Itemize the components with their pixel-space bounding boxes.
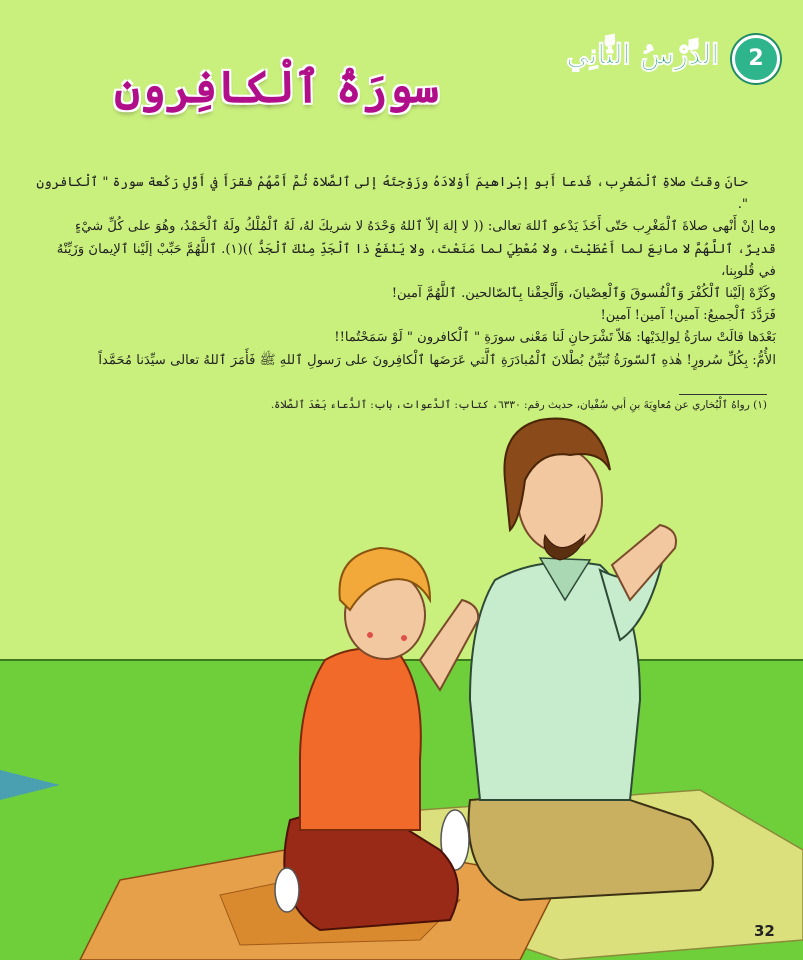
text-line: حانَ وقتُ صلاةِ ٱلْمَغْرِب، فَدعا أَبو إبْراهيمَ أَوْلادَهُ وزَوْجتَهُ إلى ٱلصَّلاة ثُمَّ أَمَّهُمْ فقرَأَ في أَوَّلِ رَكْعة سورة " ٱلْكافرون ".	[36, 175, 748, 213]
footnote-divider	[679, 394, 767, 395]
page-title: سورَةُ ٱلْكافِرون	[114, 62, 439, 113]
text-line: بَعْدَها قالَتْ سارَةُ لِوالِدَيْها: هَلاّ تَشْرَحانِ لَنا مَعْنى سورَةِ " ٱلْكافرون " لَوْ سَمَحْتُما!!	[334, 330, 776, 346]
page-number: 32	[754, 922, 775, 940]
text-line: قديرٌ، ٱللَّهُمَّ لا مانِعَ لما أَعْطَيْتَ، ولا مُعْطِيَ لما مَنَعْتَ، ولا يَنْفَعُ ذا ٱلْجَدِّ مِنْكَ ٱلْجَدُّ ))(١). ٱللَّهُمَّ حَبِّبْ إلَيْنا ٱلإيمانَ وَزَيِّنْهُ في قُلوبِنا،	[56, 241, 776, 279]
lesson-label: الدَّرْسُ الثَّانِي	[566, 38, 719, 71]
text-line: الأُمُّ: بِكُلِّ سُرورٍ! هٰذهِ ٱلسّورَةُ تُبَيِّنُ بُطْلانَ ٱلْمُبادَرَةِ ٱلَّتي عَرَضَها ٱلْكافِرونَ على رَسولِ ٱللهِ ﷺ فَأَمَرَ ٱللهُ تعالى سيِّدَنا مُحَمَّداً	[98, 352, 776, 368]
text-line: وما إنْ أَنْهى صلاةَ ٱلْمَغْرِب حَتّى أَخَذَ يَدْعو ٱللهَ تعالى: (( لا إلهَ إلاّ ٱللهُ وَحْدَهُ لا شريكَ لهُ، لَهُ ٱلْمُلْكُ ولَهُ ٱلْحَمْدُ، وهُوَ على كُلِّ شيْءٍ	[75, 219, 776, 235]
footnote: (١) رواهُ ٱلْبُخاري عن مُعاوِيَةَ بنِ أبي سُفْيان، حديث رقم: ٦٣٣٠، كتاب: ٱلدَّعوات، باب: ٱلدُّعاء بَعْدَ ٱلصَّلاة.	[270, 399, 767, 411]
lesson-number-badge: 2	[732, 35, 780, 83]
lesson-text	[36, 172, 776, 372]
text-line: وكَرِّهْ إلَيْنا ٱلْكُفْرَ وَٱلْفُسوقَ وَٱلْعِصْيانَ، وَأَلْحِقْنا بِٱلصّالحين. ٱللَّهُمَّ آمين!	[391, 286, 776, 302]
text-line: فَرَدَّدَ ٱلْجميعُ: آمين! آمين! آمين!	[600, 308, 776, 324]
